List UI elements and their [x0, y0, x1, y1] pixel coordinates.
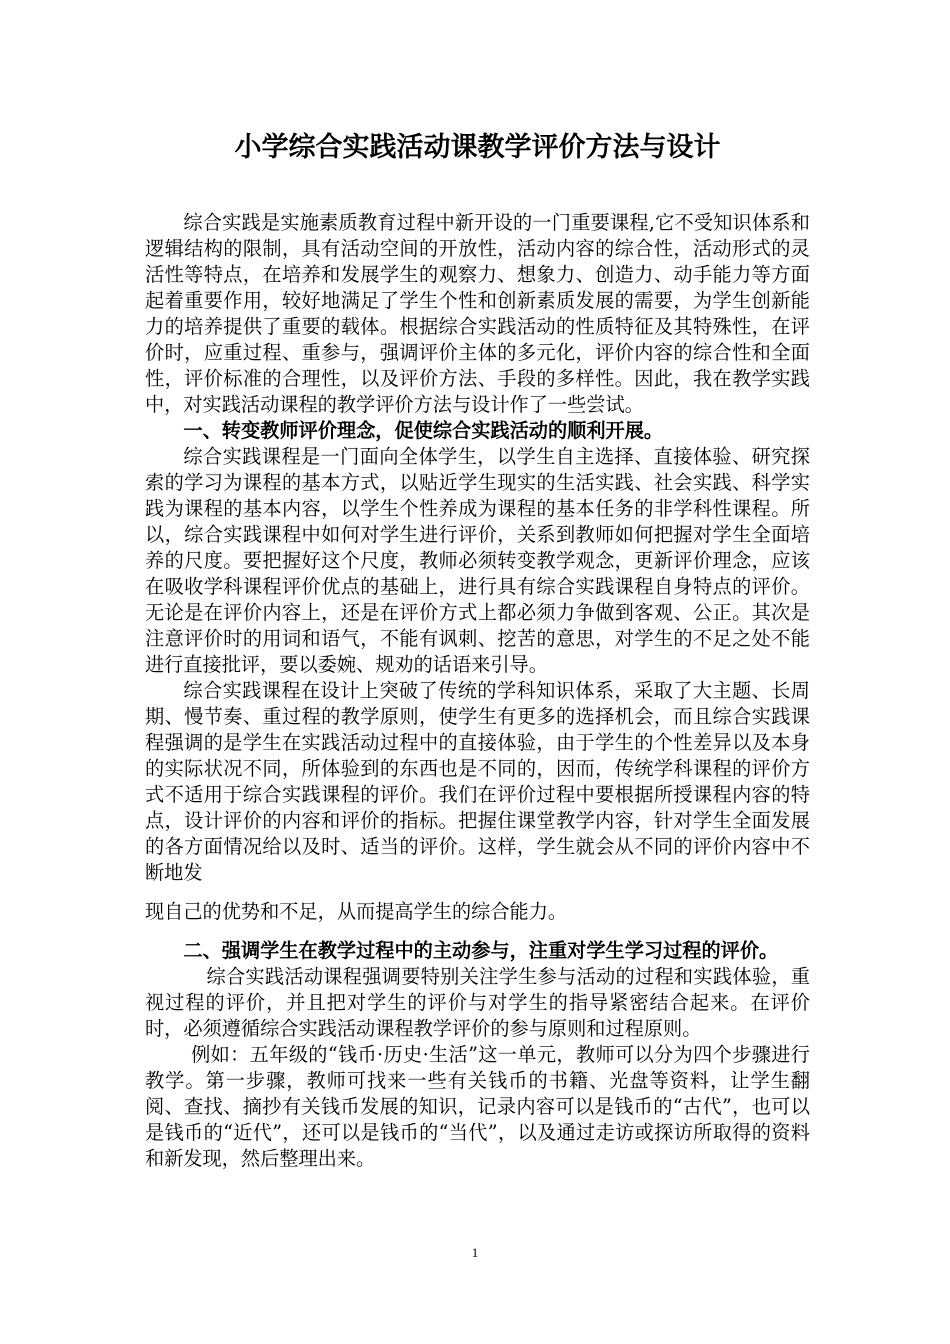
body-paragraph-2-end: 现自己的优势和不足，从而提高学生的综合能力。	[145, 900, 568, 923]
section-heading-1: 一、转变教师评价理念，促使综合实践活动的顺利开展。	[183, 419, 664, 442]
document-title: 小学综合实践活动课教学评价方法与设计	[234, 132, 721, 163]
intro-paragraph: 综合实践是实施素质教育过程中新开设的一门重要课程,它不受知识体系和逻辑结构的限制，具有活动空间的开放性，活动内容的综合性，活动形式的灵活性等特点，在培养和发展学生的观察力、想象力、创造力、动手能力等方面起着重要作用，较好地满足了学生个性和创新素质发展的需要，为学生创新能力的培养提供了重要的载体。根据综合实践活动的性质特征及其特殊性，在评价时，应重过程、重参与，强调评价主体的多元化，评价内容的综合性和全面性，评价标准的合理性，以及评价方法、手段的多样性。因此，我在教学实践中，对实践活动课程的教学评价方法与设计作了一些尝试。	[145, 211, 810, 416]
document-page	[145, 128, 810, 1172]
body-paragraph-4: 例如：五年级的“钱币·历史·生活”这一单元，教师可以分为四个步骤进行教学。第一步骤，教师可找来一些有关钱币的书籍、光盘等资料，让学生翻阅、查找、摘抄有关钱币发展的知识，记录内容可以是钱币的“古代”，也可以是钱币的“近代”，还可以是钱币的“当代”，以及通过走访或探访所取得的资料和新发现，然后整理出来。	[145, 1043, 810, 1170]
body-paragraph-2: 综合实践课程在设计上突破了传统的学科知识体系，采取了大主题、长周期、慢节奏、重过程的教学原则，使学生有更多的选择机会，而且综合实践课程强调的是学生在实践活动过程中的直接体验，由于学生的个性差异以及本身的实际状况不同，所体验到的东西也是不同的，因而，传统学科课程的评价方式不适用于综合实践课程的评价。我们在评价过程中要根据所授课程内容的特点，设计评价的内容和评价的指标。把握住课堂教学内容，针对学生全面发展的各方面情况给以及时、适当的评价。这样，学生就会从不同的评价内容中不断地发	[145, 679, 810, 884]
body-paragraph-3: 综合实践活动课程强调要特别关注学生参与活动的过程和实践体验，重视过程的评价，并且把对学生的评价与对学生的指导紧密结合起来。在评价时，必须遵循综合实践活动课程教学评价的参与原则和过程原则。	[145, 965, 810, 1040]
section-heading-2: 二、强调学生在教学过程中的主动参与，注重对学生学习过程的评价。	[183, 939, 779, 962]
page-number: 1	[471, 1245, 479, 1260]
body-paragraph-1: 综合实践课程是一门面向全体学生，以学生自主选择、直接体验、研究探索的学习为课程的基本方式，以贴近学生现实的生活实践、社会实践、科学实践为课程的基本内容，以学生个性养成为课程的基本任务的非学科性课程。所以，综合实践课程中如何对学生进行评价，关系到教师如何把握对学生全面培养的尺度。要把握好这个尺度，教师必须转变教学观念，更新评价理念，应该在吸收学科课程评价优点的基础上，进行具有综合实践课程自身特点的评价。无论是在评价内容上，还是在评价方式上都必须力争做到客观、公正。其次是注意评价时的用词和语气，不能有讽刺、挖苦的意思，对学生的不足之处不能进行直接批评，要以委婉、规劝的话语来引导。	[145, 445, 810, 676]
